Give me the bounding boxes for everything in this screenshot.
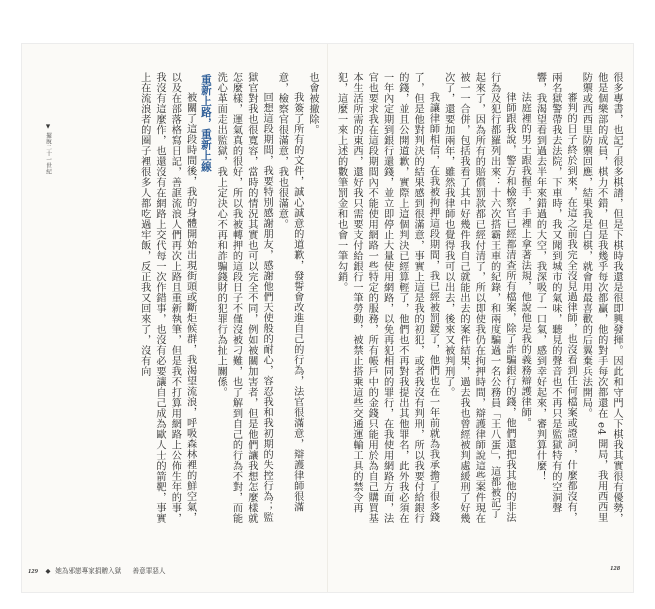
paragraph: 律師跟我說，警方和檢察官已經都清查所有檔案，除了詐騙銀行的錢，他們還把我其他的非法行為及犯行都羅列出來：十六次搭霸王車的紀錄，和兩度騙過一名公務員「王八蛋」，這都被記了起來了，因為所有的賠償罰款都已經付清了，所以即使我仍在拘押時間，辯護律師說這些案件現在被一一合併，包括我看了其中好幾件我自己就能出去的案件結果，過去我也曾經被判處緩刑了好幾次了，還要加兩年，雖然我律師也覺得我可以出去，後來又被判刑了。 bbox=[442, 72, 515, 524]
right-page bbox=[328, 44, 633, 592]
paragraph: 審判的日子終於到來，在這之前我完全沒見過律師，也沒看到任何檔案或證詞，什麼都沒有，兩名獄警帶我去法院，下車時，我又聞到城市的氣味，聽見的聲音也不再只是監獄特有的空洞聲響，我渴望看到過去半年來錯過的大空，我深吸了一口氣，感到幸好起來，審判算什麼！ bbox=[534, 72, 577, 523]
section-heading: 重新上路，重新上線 bbox=[199, 74, 212, 173]
left-page bbox=[22, 44, 327, 592]
paragraph: 回想這段期間，我要特別感謝朋友，感謝他們天使般的耐心，容忍我和我初期的失控行為；監獄官對我也很寬容，當時的情況其實也可以完全不同，例如被關加害者，但是他們讓我想怎麼樣就怎麼樣，運氣真的很好，所以我被轉押的這段日子不僅沒被刁難，也了解到自己的行為不對，而能洗心革面走出監獄，我上定決心不再和詐騙錢財的犯罪行為扯上關係。 bbox=[215, 72, 273, 524]
paragraph: 法庭裡的男士跟我握手，手裡上拿著法規，他說他是我的義務辯護律師。 bbox=[519, 92, 531, 429]
chapter-title: 善意罪惡人 bbox=[132, 568, 166, 575]
page-number: 128 bbox=[610, 565, 620, 572]
paragraph: 很多專書，也記了很多棋譜，但是下棋時我還是很即興發揮。因此和守門人下棋我其實很有優勢，他是個樂部的成員，棋力不錯，但是我幾乎每次都贏，他的對手每次都還在 e4 開局，我用西西里防禦或西西里防禦回應，結果我是白棋，就會用最喜歡的后翼棄兵法開局。 bbox=[580, 72, 622, 524]
right-page-text bbox=[332, 72, 624, 524]
paragraph: 也會被撤除。 bbox=[307, 72, 318, 135]
book-title: 她為邪戀專家捐贈入獄 bbox=[55, 568, 122, 575]
page-number: 129 bbox=[28, 568, 38, 575]
paragraph: 我讓律師相信，在我被拘押這段期間，我已經被罰鍰了，他們也在一年前就為我承擔了很多錢了，但是他對判決的結果感到很滿意，事實上這是我的初犯，或者我沒有判刑，所以我要付給銀行的錢，並且公開道歉，實際上這個判決已經算輕了，他們也不再對我提出其他罪名，此外我必須在一年內定期到銀行還錢，並立即停止大量使用網路，以免再犯相同的罪行，在我使用網路方面，法官也要求我在這段期間內不能使用網路一些特定的服務，所有帳戶中的金錢只能用於為自己購買基本生活所需的東西，還好我只需要支付給銀行一筆勞動，被禁止搭乘這些交通運輸工具的禁令再犯，這麼一來上述的數筆罰金和也會一筆勾銷。 bbox=[335, 72, 439, 524]
running-head: ▼ 擺脫二十一世紀 bbox=[45, 124, 51, 175]
paragraph: 被關了這段時間後，我的身體開始出現街頭或斷炬候群，我渴望流浪，呼吸森林裡的鮮空氣，以及在部落格寫日記，善誆流浪人們再次上路且重新執筆，但是我不打算用網路上公佈生年的事，我沒有這麼作，也還沒有在網路上交代每一次作錯事，也沒有必要讓自己成為歐人士的箭靶，事實上在流浪者的圈子裡很多人都吃過牢飯，反正我又回來了，沒有向 bbox=[138, 72, 196, 524]
folio-separator: ◆ bbox=[45, 568, 51, 575]
left-folio bbox=[28, 565, 166, 575]
book-spread bbox=[22, 44, 633, 592]
left-page-text bbox=[84, 72, 320, 524]
paragraph: 我簽了所有的文件，誠心誠意的道歉，發誓會改進自己的行為，法官很滿意，辯護律師很滿意，檢察官很滿意，我也很滿意。 bbox=[276, 72, 303, 513]
right-folio bbox=[610, 565, 623, 572]
